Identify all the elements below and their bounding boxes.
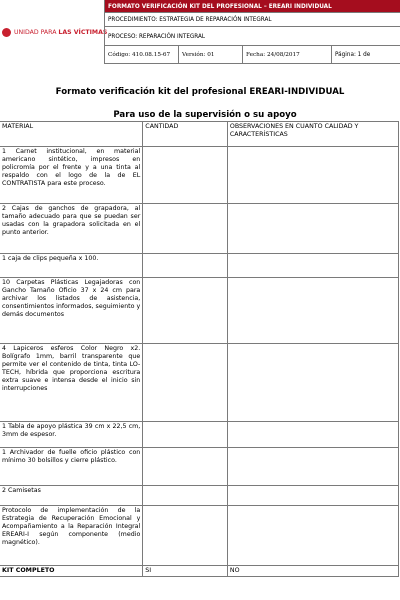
column-header-material: MATERIAL <box>0 122 143 147</box>
logo-text: UNIDAD PARA LAS VÍCTIMAS <box>14 28 108 36</box>
observaciones-cell[interactable] <box>227 422 398 448</box>
table-row <box>0 486 399 506</box>
table-row <box>0 422 399 448</box>
logo-emblem-icon <box>2 28 11 37</box>
kit-completo-label: KIT COMPLETO <box>0 566 143 577</box>
header-title: FORMATO VERIFICACIÓN KIT DEL PROFESIONAL – EREARI INDIVIDUAL <box>104 0 400 13</box>
header-fecha: Fecha: 24/08/2017 <box>243 46 332 63</box>
observaciones-cell[interactable] <box>227 486 398 506</box>
header-pagina: Página: 1 de <box>335 51 371 58</box>
table-row <box>0 147 399 204</box>
document-header <box>104 0 400 64</box>
cantidad-cell[interactable] <box>143 422 228 448</box>
observaciones-cell[interactable] <box>227 344 398 422</box>
cantidad-cell[interactable] <box>143 254 228 278</box>
cantidad-cell[interactable] <box>143 486 228 506</box>
observaciones-cell[interactable] <box>227 204 398 254</box>
cantidad-cell[interactable] <box>143 147 228 204</box>
cantidad-cell[interactable] <box>143 506 228 566</box>
unidad-victimas-logo <box>0 0 108 64</box>
material-cell: Protocolo de implementación de la Estrategia de Recuperación Emocional y Acompañamiento a la Reparación Integral EREARI-I según componente (medio magnético). <box>0 506 143 566</box>
material-cell: 10 Carpetas Plásticas Legajadoras con Gancho Tamaño Oficio 37 x 24 cm para archivar los listados de asistencia, consentimientos informados, seguimiento y demás documentos <box>0 278 143 344</box>
material-cell: 1 Carnet institucional, en material americano sintético, impresos en policromía por el frente y a una tinta al respaldo con el logo de la de EL CONTRATISTA para este proceso. <box>0 147 143 204</box>
material-cell: 1 Tabla de apoyo plástica 39 cm x 22,5 cm, 3mm de espesor. <box>0 422 143 448</box>
header-meta <box>104 46 400 64</box>
kit-completo-row <box>0 566 399 577</box>
table-row <box>0 448 399 486</box>
table-row <box>0 506 399 566</box>
kit-completo-si[interactable]: SI <box>143 566 228 577</box>
material-cell: 2 Cajas de ganchos de grapadora, al tamaño adecuado para que se puedan ser usadas con la grapadora solicitada en el punto anterior. <box>0 204 143 254</box>
cantidad-cell[interactable] <box>143 278 228 344</box>
observaciones-cell[interactable] <box>227 448 398 486</box>
table-row <box>0 344 399 422</box>
cantidad-cell[interactable] <box>143 204 228 254</box>
observaciones-cell[interactable] <box>227 278 398 344</box>
document-title: Formato verificación kit del profesional EREARI-INDIVIDUAL <box>55 87 345 97</box>
kit-verification-table <box>0 121 399 577</box>
observaciones-cell[interactable] <box>227 254 398 278</box>
cantidad-cell[interactable] <box>143 448 228 486</box>
header-proceso: PROCESO: REPARACIÓN INTEGRAL <box>104 27 400 46</box>
observaciones-cell[interactable] <box>227 506 398 566</box>
material-cell: 1 caja de clips pequeña x 100. <box>0 254 143 278</box>
header-procedimiento: PROCEDIMIENTO: ESTRATEGIA DE REPARACIÓN INTEGRAL <box>104 13 400 27</box>
header-codigo: Código: 410.08.15-67 <box>105 46 179 63</box>
material-cell: 2 Camisetas <box>0 486 143 506</box>
table-row <box>0 204 399 254</box>
column-header-cantidad: CANTIDAD <box>143 122 228 147</box>
cantidad-cell[interactable] <box>143 344 228 422</box>
table-row <box>0 254 399 278</box>
header-version: Versión: 01 <box>179 46 243 63</box>
table-header-row <box>0 122 399 147</box>
document-subtitle: Para uso de la supervisión o su apoyo <box>113 110 297 120</box>
observaciones-cell[interactable] <box>227 147 398 204</box>
table-row <box>0 278 399 344</box>
material-cell: 1 Archivador de fuelle oficio plástico con mínimo 30 bolsillos y cierre plástico. <box>0 448 143 486</box>
material-cell: 4 Lapiceros esferos Color Negro x2. Bolígrafo 1mm, barril transparente que permite ver el contenido de tinta, tinta LO-TECH, híbrida que proporciona escritura extra suave e intensa desde el inicio sin interrupciones <box>0 344 143 422</box>
kit-completo-no[interactable]: NO <box>227 566 398 577</box>
column-header-observaciones: OBSERVACIONES EN CUANTO CALIDAD Y CARACTERÍSTICAS <box>227 122 398 147</box>
